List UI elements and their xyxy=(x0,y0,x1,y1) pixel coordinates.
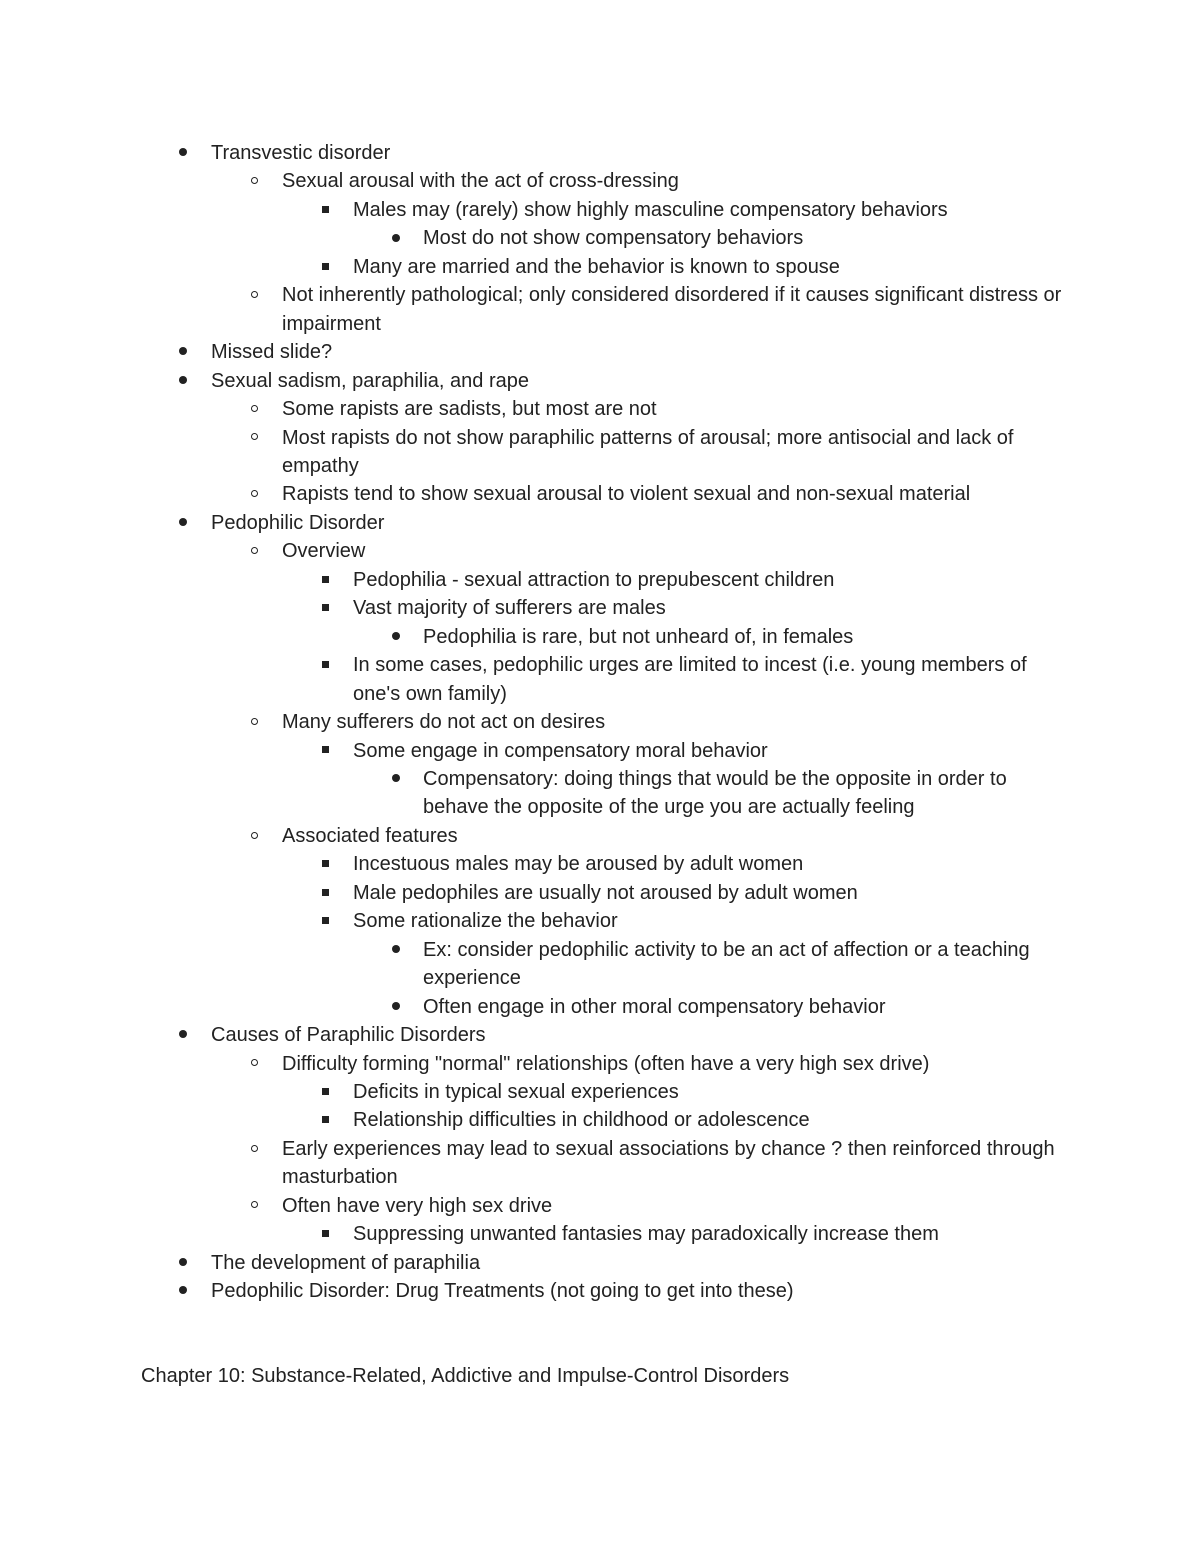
list-item-level-4 xyxy=(0,993,1200,1021)
list-item-level-1 xyxy=(0,1277,1200,1305)
list-item-level-3 xyxy=(0,1078,1200,1106)
list-item-text: Pedophilia is rare, but not unheard of, in females xyxy=(423,625,854,648)
square-bullet-icon xyxy=(318,651,332,679)
list-item-text: The development of paraphilia xyxy=(211,1251,481,1274)
list-item-level-2 xyxy=(0,480,1200,508)
list-item-text: Missed slide? xyxy=(211,341,333,364)
list-item-level-3 xyxy=(0,253,1200,281)
list-item-text: Males may (rarely) show highly masculine compensatory behaviors xyxy=(353,198,948,221)
filled-bullet-icon xyxy=(176,139,190,167)
list-item-text: Pedophilic Disorder: Drug Treatments (not going to get into these) xyxy=(211,1280,794,1303)
list-item-level-2 xyxy=(0,822,1200,850)
list-item-text: Not inherently pathological; only considered disordered if it causes significant distress or impairment xyxy=(282,284,1062,335)
list-item-level-3 xyxy=(0,737,1200,765)
list-item-text: Relationship difficulties in childhood or adolescence xyxy=(353,1109,810,1132)
list-item-text: Often have very high sex drive xyxy=(282,1194,553,1217)
square-bullet-icon xyxy=(318,907,332,935)
list-item-text: Most do not show compensatory behaviors xyxy=(423,227,804,250)
list-item-level-3 xyxy=(0,879,1200,907)
filled-bullet-icon xyxy=(389,936,403,964)
filled-bullet-icon xyxy=(176,338,190,366)
hollow-circle-bullet-icon xyxy=(247,1050,261,1078)
list-item-level-3 xyxy=(0,1106,1200,1134)
filled-bullet-icon xyxy=(389,765,403,793)
hollow-circle-bullet-icon xyxy=(247,537,261,565)
square-bullet-icon xyxy=(318,879,332,907)
filled-bullet-icon xyxy=(389,224,403,252)
list-item-level-3 xyxy=(0,566,1200,594)
list-item-text: Associated features xyxy=(282,824,458,847)
square-bullet-icon xyxy=(318,196,332,224)
list-item-text: In some cases, pedophilic urges are limited to incest (i.e. young members of one's own family) xyxy=(353,654,1027,705)
square-bullet-icon xyxy=(318,566,332,594)
list-item-level-1 xyxy=(0,367,1200,395)
filled-bullet-icon xyxy=(389,623,403,651)
list-item-text: Difficulty forming "normal" relationships (often have a very high sex drive) xyxy=(282,1052,930,1075)
filled-bullet-icon xyxy=(176,367,190,395)
list-item-level-2 xyxy=(0,395,1200,423)
list-item-text: Transvestic disorder xyxy=(211,142,391,164)
hollow-circle-bullet-icon xyxy=(247,708,261,736)
list-item-level-2 xyxy=(0,424,1200,481)
list-item-text: Incestuous males may be aroused by adult women xyxy=(353,853,804,876)
list-item-level-3 xyxy=(0,1220,1200,1248)
list-item-level-4 xyxy=(0,765,1200,822)
filled-bullet-icon xyxy=(176,1021,190,1049)
square-bullet-icon xyxy=(318,1078,332,1106)
list-item-text: Sexual sadism, paraphilia, and rape xyxy=(211,369,529,392)
hollow-circle-bullet-icon xyxy=(247,1192,261,1220)
list-item-level-4 xyxy=(0,623,1200,651)
list-item-level-2 xyxy=(0,1192,1200,1220)
filled-bullet-icon xyxy=(176,509,190,537)
list-item-level-3 xyxy=(0,594,1200,622)
square-bullet-icon xyxy=(318,1106,332,1134)
list-item-text: Rapists tend to show sexual arousal to violent sexual and non-sexual material xyxy=(282,483,971,506)
list-item-level-1 xyxy=(0,509,1200,537)
chapter-heading: Chapter 10: Substance-Related, Addictive and Impulse-Control Disorders xyxy=(141,1365,790,1387)
list-item-text: Pedophilia - sexual attraction to prepubescent children xyxy=(353,568,835,591)
list-item-text: Ex: consider pedophilic activity to be an act of affection or a teaching experience xyxy=(423,938,1030,990)
list-item-text: Sexual arousal with the act of cross-dressing xyxy=(282,170,679,193)
list-item-level-3 xyxy=(0,850,1200,878)
list-item-level-4 xyxy=(0,224,1200,252)
list-item-level-3 xyxy=(0,651,1200,708)
square-bullet-icon xyxy=(318,737,332,765)
list-item-level-2 xyxy=(0,167,1200,195)
filled-bullet-icon xyxy=(176,1249,190,1277)
list-item-text: Often engage in other moral compensatory behavior xyxy=(423,995,886,1018)
list-item-level-4 xyxy=(0,936,1200,993)
list-item-text: Early experiences may lead to sexual associations by chance ? then reinforced through masturbation xyxy=(282,1137,1055,1189)
list-item-level-2 xyxy=(0,1135,1200,1192)
list-item-level-2 xyxy=(0,537,1200,565)
hollow-circle-bullet-icon xyxy=(247,395,261,423)
square-bullet-icon xyxy=(318,1220,332,1248)
list-item-text: Many are married and the behavior is known to spouse xyxy=(353,255,840,278)
list-item-level-1 xyxy=(0,139,1200,167)
list-item-text: Deficits in typical sexual experiences xyxy=(353,1080,679,1103)
list-item-text: Most rapists do not show paraphilic patterns of arousal; more antisocial and lack of empathy xyxy=(282,426,1014,477)
hollow-circle-bullet-icon xyxy=(247,480,261,508)
list-item-text: Pedophilic Disorder xyxy=(211,511,385,534)
list-item-level-3 xyxy=(0,907,1200,935)
list-item-text: Male pedophiles are usually not aroused by adult women xyxy=(353,881,858,904)
hollow-circle-bullet-icon xyxy=(247,281,261,309)
square-bullet-icon xyxy=(318,850,332,878)
list-item-level-2 xyxy=(0,708,1200,736)
list-item-text: Causes of Paraphilic Disorders xyxy=(211,1024,486,1047)
list-item-text: Overview xyxy=(282,540,366,563)
list-item-level-1 xyxy=(0,338,1200,366)
list-item-level-1 xyxy=(0,1021,1200,1049)
square-bullet-icon xyxy=(318,594,332,622)
list-item-level-2 xyxy=(0,281,1200,338)
list-item-level-3 xyxy=(0,196,1200,224)
hollow-circle-bullet-icon xyxy=(247,822,261,850)
square-bullet-icon xyxy=(318,253,332,281)
list-item-text: Some rapists are sadists, but most are not xyxy=(282,398,657,421)
filled-bullet-icon xyxy=(176,1277,190,1305)
list-item-level-2 xyxy=(0,1050,1200,1078)
hollow-circle-bullet-icon xyxy=(247,1135,261,1163)
hollow-circle-bullet-icon xyxy=(247,424,261,452)
list-item-level-1 xyxy=(0,1249,1200,1277)
list-item-text: Some engage in compensatory moral behavior xyxy=(353,739,768,762)
bulleted-outline xyxy=(0,139,1200,1306)
hollow-circle-bullet-icon xyxy=(247,167,261,195)
list-item-text: Many sufferers do not act on desires xyxy=(282,711,606,734)
filled-bullet-icon xyxy=(389,993,403,1021)
list-item-text: Compensatory: doing things that would be the opposite in order to behave the opposite of the urge you are actually feeling xyxy=(423,767,1007,819)
list-item-text: Suppressing unwanted fantasies may paradoxically increase them xyxy=(353,1223,939,1246)
list-item-text: Vast majority of sufferers are males xyxy=(353,597,666,620)
list-item-text: Some rationalize the behavior xyxy=(353,910,618,933)
